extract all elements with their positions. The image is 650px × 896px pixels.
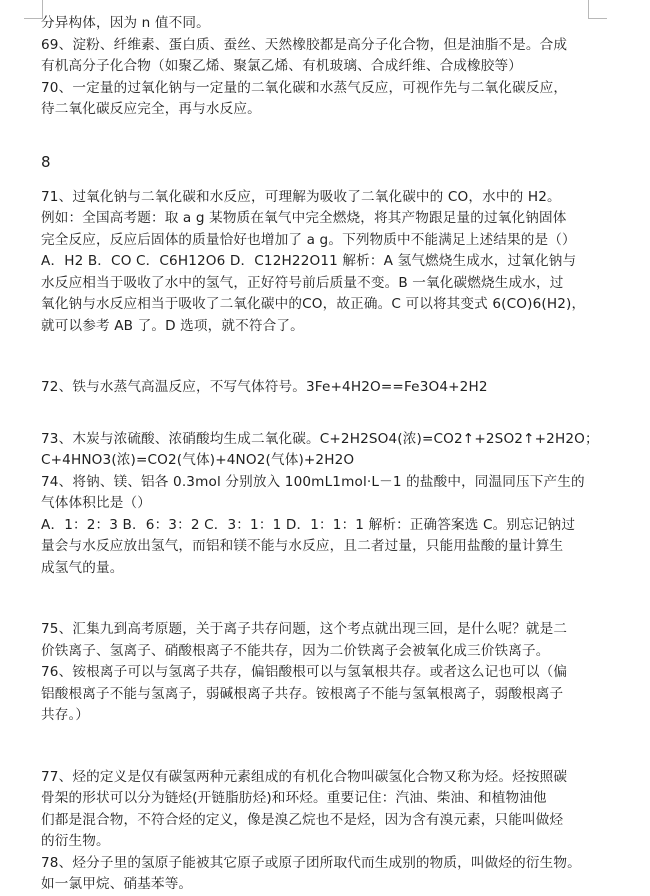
- text-line: 73、木炭与浓硫酸、浓硝酸均生成二氧化碳。C+2H2SO4(浓)=CO2↑+2SO2↑+2H2O；: [41, 430, 599, 447]
- text-line: 价铁离子、氢离子、硝酸根离子不能共存，因为二价铁离子会被氧化成三价铁离子。: [41, 642, 550, 659]
- text-line: 完全反应，反应后固体的质量恰好也增加了 a g。下列物质中不能满足上述结果的是（）: [41, 231, 576, 248]
- text-line: 分异构体，因为 n 值不同。: [41, 15, 210, 31]
- text-line: 们都是混合物，不符合烃的定义，像是溴乙烷也不是烃，因为含有溴元素，只能叫做烃: [41, 811, 564, 828]
- text-line: C+4HNO3(浓)=CO2(气体)+4NO2(气体)+2H2O: [41, 452, 355, 468]
- text-line: 就可以参考 AB 了。D 选项，就不符合了。: [41, 317, 304, 334]
- text-line: 74、将钠、镁、铝各 0.3mol 分别放入 100mL1mol·L－1 的盐酸中，同温同压下产生的: [41, 473, 585, 490]
- text-line: 有机高分子化合物（如聚乙烯、聚氯乙烯、有机玻璃、合成纤维、合成橡胶等）: [41, 58, 523, 74]
- text-line: A．H2 B．CO C．C6H12O6 D．C12H22O11 解析：A 氢气燃烧生成水，过氧化钠与: [41, 253, 577, 269]
- text-line: 气体体积比是（）: [41, 495, 151, 511]
- text-line: 72、铁与水蒸气高温反应，不写气体符号。3Fe+4H2O==Fe3O4+2H2: [41, 379, 488, 395]
- text-line: 76、铵根离子可以与氢离子共存，偏铝酸根可以与氢氧根共存。或者这么记也可以（偏: [41, 664, 568, 680]
- section-number: 8: [41, 152, 51, 171]
- text-line: A．1：2：3 B．6：3：2 C．3：1：1 D．1：1：1 解析：正确答案选 C。别忘记钠过: [41, 516, 576, 533]
- text-line: 骨架的形状可以分为链烃(开链脂肪烃)和环烃。重要记住：汽油、柴油、和植物油他: [41, 790, 547, 806]
- text-line: 成氢气的量。: [41, 559, 124, 576]
- text-line: 水反应相当于吸收了水中的氢气，正好符号前后质量不变。B 一氧化碳燃烧生成水，过: [41, 274, 564, 291]
- text-line: 量会与水反应放出氢气，而铝和镁不能与水反应，且二者过量，只能用盐酸的量计算生: [41, 538, 564, 554]
- text-line: 78、烃分子里的氢原子能被其它原子或原子团所取代而生成别的物质，叫做烃的衍生物。: [41, 854, 581, 871]
- text-line: 共存。）: [41, 707, 90, 723]
- text-line: 70、一定量的过氧化钠与一定量的二氧化碳和水蒸气反应，可视作先与二氧化碳反应，: [41, 79, 568, 96]
- text-line: 铝酸根离子不能与氢离子，弱碱根离子共存。铵根离子不能与氢氧根离子，弱酸根离子: [41, 685, 564, 702]
- text-line: 71、过氧化钠与二氧化碳和水反应，可理解为吸收了二氧化碳中的 CO，水中的 H2。: [41, 188, 561, 205]
- document-body: [41, 13, 611, 896]
- text-line: 75、汇集九到高考原题，关于离子共存问题，这个考点就出现三回，是什么呢？就是二: [41, 621, 568, 637]
- text-line: 69、淀粉、纤维素、蛋白质、蚕丝、天然橡胶都是高分子化合物，但是油脂不是。合成: [41, 36, 568, 53]
- text-line: 的衍生物。: [41, 833, 110, 849]
- text-line: 如一氯甲烷、硝基苯等。: [41, 876, 193, 892]
- text-line: 氧化钠与水反应相当于吸收了二氧化碳中的CO，故正确。C 可以将其变式 6(CO)6(H2)，: [41, 296, 586, 312]
- text-line: 77、烃的定义是仅有碳氢两种元素组成的有机化合物叫碳氢化合物又称为烃。烃按照碳: [41, 768, 568, 785]
- text-line: 例如：全国高考题：取 a g 某物质在氧气中完全燃烧，将其产物跟足量的过氧化钠固体: [41, 210, 567, 226]
- text-line: 待二氧化碳反应完全，再与水反应。: [41, 101, 261, 117]
